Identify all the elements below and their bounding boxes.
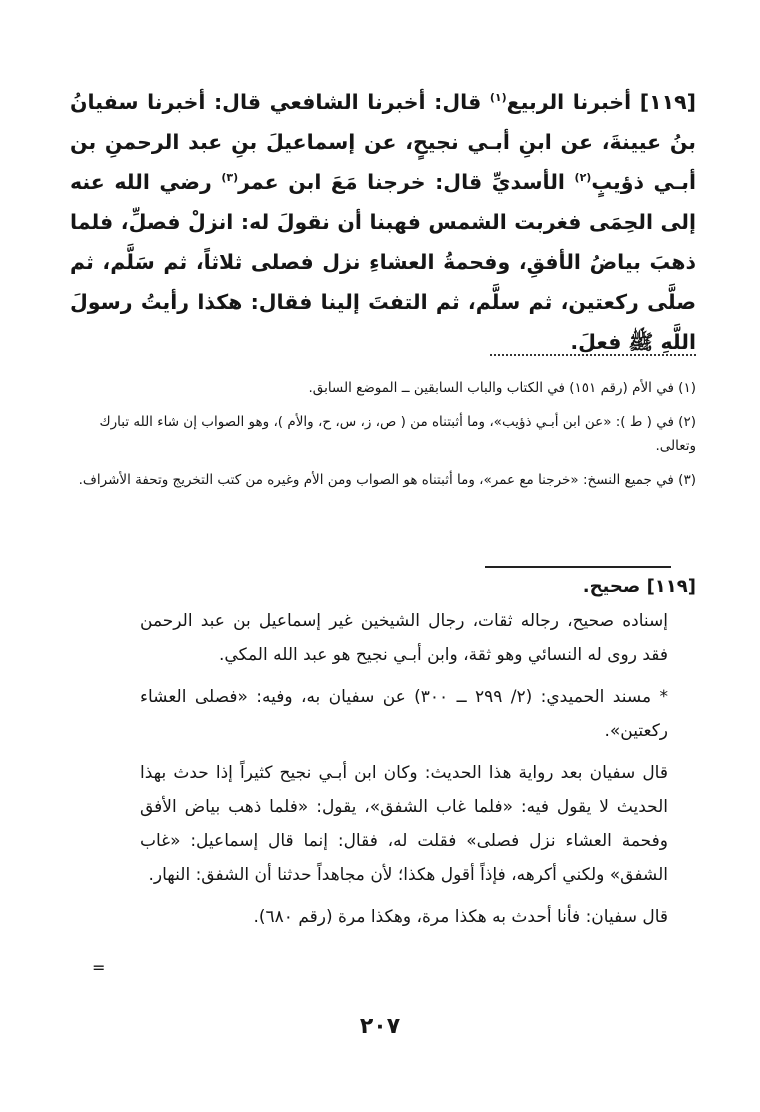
commentary (70, 570, 696, 942)
footnote-ref-3[interactable]: (٣) (221, 171, 239, 185)
sufyan-note-1: قال سفيان بعد رواية هذا الحديث: وكان ابن أبـي نجيح كثيراً إذا حدث بهذا الحديث لا يقول فيه: «فلما غاب الشفق»، يقول: «فلما ذهب بياض الأفق وفحمة العشاء نزل فصلى» فقلت له، فقال: إنما قال إسماعيل: «غاب الشفق» ولكني أكرهه، فإذاً أقول هكذا؛ لأن مجاهداً حدثنا أن الشفق: النهار. (140, 763, 668, 885)
hadith-number: [١١٩] (639, 90, 696, 114)
footnote-2: (٢) في ( ط ): «عن ابن أبـي ذؤيب»، وما أثبتناه من ( ص، ز، س، ح، والأم )، وهو الصواب إن شاء الله تبارك وتعالى. (99, 414, 696, 454)
hadith-text-start: أخبرنا الربيع (506, 90, 632, 114)
page-number: ٢٠٧ (359, 1014, 401, 1039)
takhrij-note: * مسند الحميدي: (٢/ ٢٩٩ ــ ٣٠٠) عن سفيان به، وفيه: «فصلى العشاء ركعتين». (140, 687, 668, 741)
isnad-note: إسناده صحيح، رجاله ثقات، رجال الشيخين غير إسماعيل بن عبد الرحمن فقد روى له النسائي وهو ثقة، وابن أبـي نجيح هو عبد الله المكي. (140, 611, 668, 665)
footnote-separator (490, 354, 696, 356)
commentary-number: [١١٩] (646, 576, 696, 597)
footnotes (70, 376, 696, 502)
commentary-heading (70, 570, 696, 604)
continuation-mark: = (92, 958, 106, 977)
footnote-3: (٣) في جميع النسخ: «خرجنا مع عمر»، وما أثبتناه هو الصواب ومن الأم وغيره من كتب التخريج وتحفة الأشراف. (78, 472, 696, 488)
footnote-ref-2[interactable]: (٢) (574, 171, 592, 185)
hadith-text (70, 82, 696, 362)
footnote-1: (١) في الأم (رقم ١٥١) في الكتاب والباب السابقين ــ الموضع السابق. (308, 380, 696, 396)
hadith-text-end: رضي الله عنه إلى الحِمَى فغربت الشمس فهبنا أن نقولَ له: انزلْ فصلِّ، فلما ذهبَ بياضُ الأفقِ، وفحمةُ العشاءِ نزل فصلى ثلاثاً، ثم سَلَّم، ثم صلَّى ركعتين، ثم سلَّم، ثم التفتَ إلينا فقال: هكذا رأيتُ رسولَ اللَّهِ ﷺ فعلَ. (70, 170, 696, 354)
hadith-text-mid1: قال: أخبرنا الشافعي قال: أخبرنا سفيانُ بنُ عيينةَ، عن ابنِ أبـي نجيحٍ، عن إسماعيلَ بنِ عبد الرحمنِ بن أبـي ذؤيبٍ (70, 90, 696, 194)
commentary-separator (485, 566, 671, 568)
sufyan-note-2: قال سفيان: فأنا أحدث به هكذا مرة، وهكذا مرة (رقم ٦٨٠). (253, 907, 668, 927)
hadith-text-mid2: الأسديِّ قال: خرجنا مَعَ ابن عمر (238, 170, 565, 194)
commentary-grade: صحيح. (582, 576, 641, 597)
footnote-ref-1[interactable]: (١) (489, 91, 507, 105)
